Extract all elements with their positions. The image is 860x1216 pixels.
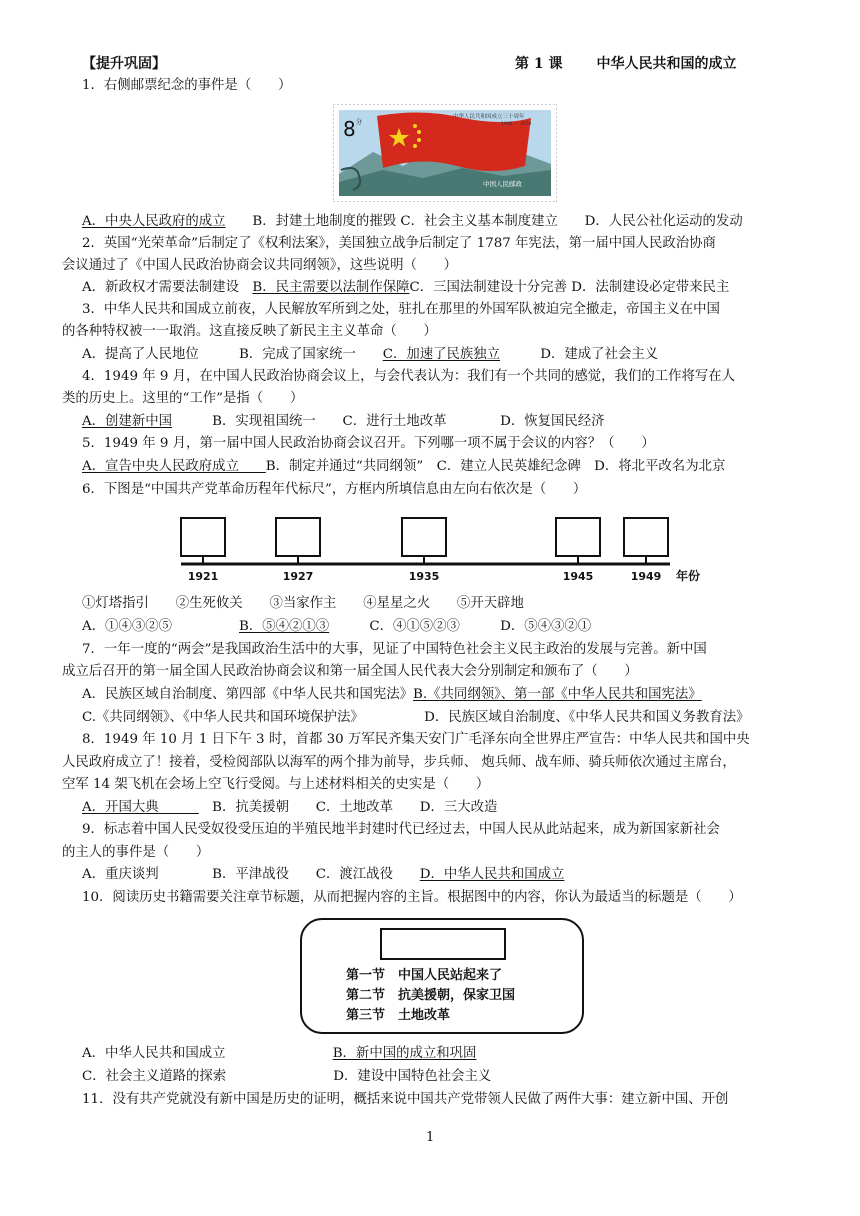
timeline-year: 1927 [282,570,314,583]
question-3-stem: 3．中华人民共和国成立前夜，人民解放军所到之处，驻扎在那里的外国军队被迫完全撤走，帝国主义在中国 [82,302,720,317]
answer-underline: C．加速了民族独立 [382,347,501,362]
question-4-stem: 4．1949 年 9 月，在中国人民政治协商会议上，与会代表认为：我们有一个共同的感觉，我们的工作将写在人 [82,369,736,384]
stamp-issuer: 中国人民邮政 [483,180,522,188]
answer-underline: A．创建新中国 [82,414,173,429]
timeline-axis-label: 年份 [676,569,701,583]
question-3-options: A．提高了人民地位 B．完成了国家统一 C．加速了民族独立 D．建成了社会主义 [82,347,659,362]
answer-underline: A．开国大典 [82,800,199,815]
question-7-options-cd: C.《共同纲领》、《中华人民共和国环境保护法》 D．民族区域自治制度、《中华人民共和国义务教育法》 [82,710,750,725]
commemorative-stamp [333,104,557,202]
chapter-section: 第三节 土地改革 [346,1008,451,1023]
section-heading: 【提升巩固】 [82,56,166,72]
answer-underline: A．宣告中央人民政府成立 [82,459,266,474]
answer-underline: A．中央人民政府的成立 [82,214,226,229]
lesson-heading [515,54,737,74]
page-number: 1 [426,1130,435,1145]
question-6-items: ①灯塔指引 ②生死攸关 ③当家作主 ④星星之火 ⑤开天辟地 [82,596,524,611]
question-7-options-ab: A．民族区域自治制度、第四部《中华人民共和国宪法》B.《共同纲领》、第一部《中华人民共和国宪法》 [82,687,702,702]
lesson-title: 中华人民共和国的成立 [596,56,737,72]
question-9-stem-cont: 的主人的事件是（ ） [62,845,210,860]
question-7-stem: 7．一年一度的“两会”是我国政治生活中的大事，见证了中国特色社会主义民主政治的发展与完善。新中国 [82,642,707,657]
stamp-years: 1949 — 1979 [501,122,532,127]
chapter-section: 第二节 抗美援朝，保家卫国 [346,988,516,1003]
timeline-box-4 [556,518,600,556]
chapter-outline-box [300,918,584,1034]
question-11-stem: 11．没有共产党就没有新中国是历史的证明，概括来说中国共产党带领人民做了两件大事：建立新中国、开创 [82,1092,729,1107]
timeline-year: 1921 [187,570,219,583]
question-10-options-cd: C．社会主义道路的探索 D．建设中国特色社会主义 [82,1069,492,1084]
lesson-number: 第 1 课 [515,56,563,72]
answer-underline: B．⑤④②①③ [238,619,330,634]
answer-underline: D．中华人民共和国成立 [419,867,565,882]
question-7-stem-cont: 成立后召开的第一届全国人民政治协商会议和第一届全国人民代表大会分别制定和颁布了（ ） [62,664,638,679]
question-8-options: A．开国大典 B．抗美援朝 C．土地改革 D．三大改造 [82,800,498,815]
question-1-options: A．中央人民政府的成立 B．封建土地制度的摧毁 C．社会主义基本制度建立 D．人民公社化运动的发动 [82,214,743,229]
question-8-stem-cont2: 空军 14 架飞机在会场上空飞行受阅。与上述材料相关的史实是（ ） [62,777,490,792]
timeline-box-2 [276,518,320,556]
question-9-options: A．重庆谈判 B．平津战役 C．渡江战役 D．中华人民共和国成立 [82,867,565,882]
question-4-options: A．创建新中国 B．实现祖国统一 C．进行土地改革 D．恢复国民经济 [82,414,605,429]
timeline-year: 1935 [408,570,440,583]
question-8-stem: 8．1949 年 10 月 1 日下午 3 时，首都 30 万军民齐集天安门广毛泽东向全世界庄严宣告：中华人民共和国中央 [82,732,750,747]
question-6-stem: 6．下图是“中国共产党革命历程年代标尺”，方框内所填信息由左向右依次是（ ） [82,482,587,497]
question-5-options: A．宣告中央人民政府成立 B．制定并通过“共同纲领” C．建立人民英雄纪念碑 D．将北平改名为北京 [82,459,726,474]
stamp-unit: 分 [356,119,363,126]
question-6-options: A．①④③②⑤ B．⑤④②①③ C．④①⑤②③ D．⑤④③②① [82,619,592,634]
question-2-stem-cont: 会议通过了《中国人民政治协商会议共同纲领》，这些说明（ ） [62,258,458,273]
question-4-stem-cont: 类的历史上。这里的“工作”是指（ ） [62,391,304,406]
chapter-title-blank [380,928,506,960]
question-2-options: A．新政权才需要法制建设 B．民主需要以法制作保障C．三国法制建设十分完善 D．法制建设必定带来民主 [82,280,730,295]
chapter-section: 第一节 中国人民站起来了 [346,968,503,983]
stamp-denomination: 8 [343,117,356,141]
answer-underline: B．新中国的成立和巩固 [332,1046,477,1061]
answer-underline: B.《共同纲领》、第一部《中华人民共和国宪法》 [413,687,702,702]
answer-underline: B．民主需要以法制作保障 [252,280,410,295]
revolution-timeline [178,510,718,586]
question-2-stem: 2．英国“光荣革命”后制定了《权利法案》，美国独立战争后制定了 1787 年宪法，第一届中国人民政治协商 [82,236,716,251]
timeline-box-3 [402,518,446,556]
question-10-stem: 10．阅读历史书籍需要关注章节标题，从而把握内容的主旨。根据图中的内容，你认为最适当的标题是（ ） [82,890,742,905]
question-5-stem: 5．1949 年 9 月，第一届中国人民政治协商会议召开。下列哪一项不属于会议的内容？（ ） [82,436,655,451]
timeline-box-5 [624,518,668,556]
question-8-stem-cont: 人民政府成立了！接着，受检阅部队以海军的两个排为前导，步兵师、 炮兵师、战车师、骑兵师依次通过主席台， [62,755,736,770]
timeline-year: 1949 [630,570,662,583]
stamp-caption: 中华人民共和国成立三十周年 [453,114,525,120]
timeline-box-1 [181,518,225,556]
timeline-year: 1945 [562,570,594,583]
question-9-stem: 9．标志着中国人民受奴役受压迫的半殖民地半封建时代已经过去，中国人民从此站起来，成为新国家新社会 [82,822,720,837]
question-1-stem: 1．右侧邮票纪念的事件是（ ） [82,78,292,93]
question-3-stem-cont: 的各种特权被一一取消。这直接反映了新民主主义革命（ ） [62,324,437,339]
question-10-options-ab: A．中华人民共和国成立 B．新中国的成立和巩固 [82,1046,477,1061]
